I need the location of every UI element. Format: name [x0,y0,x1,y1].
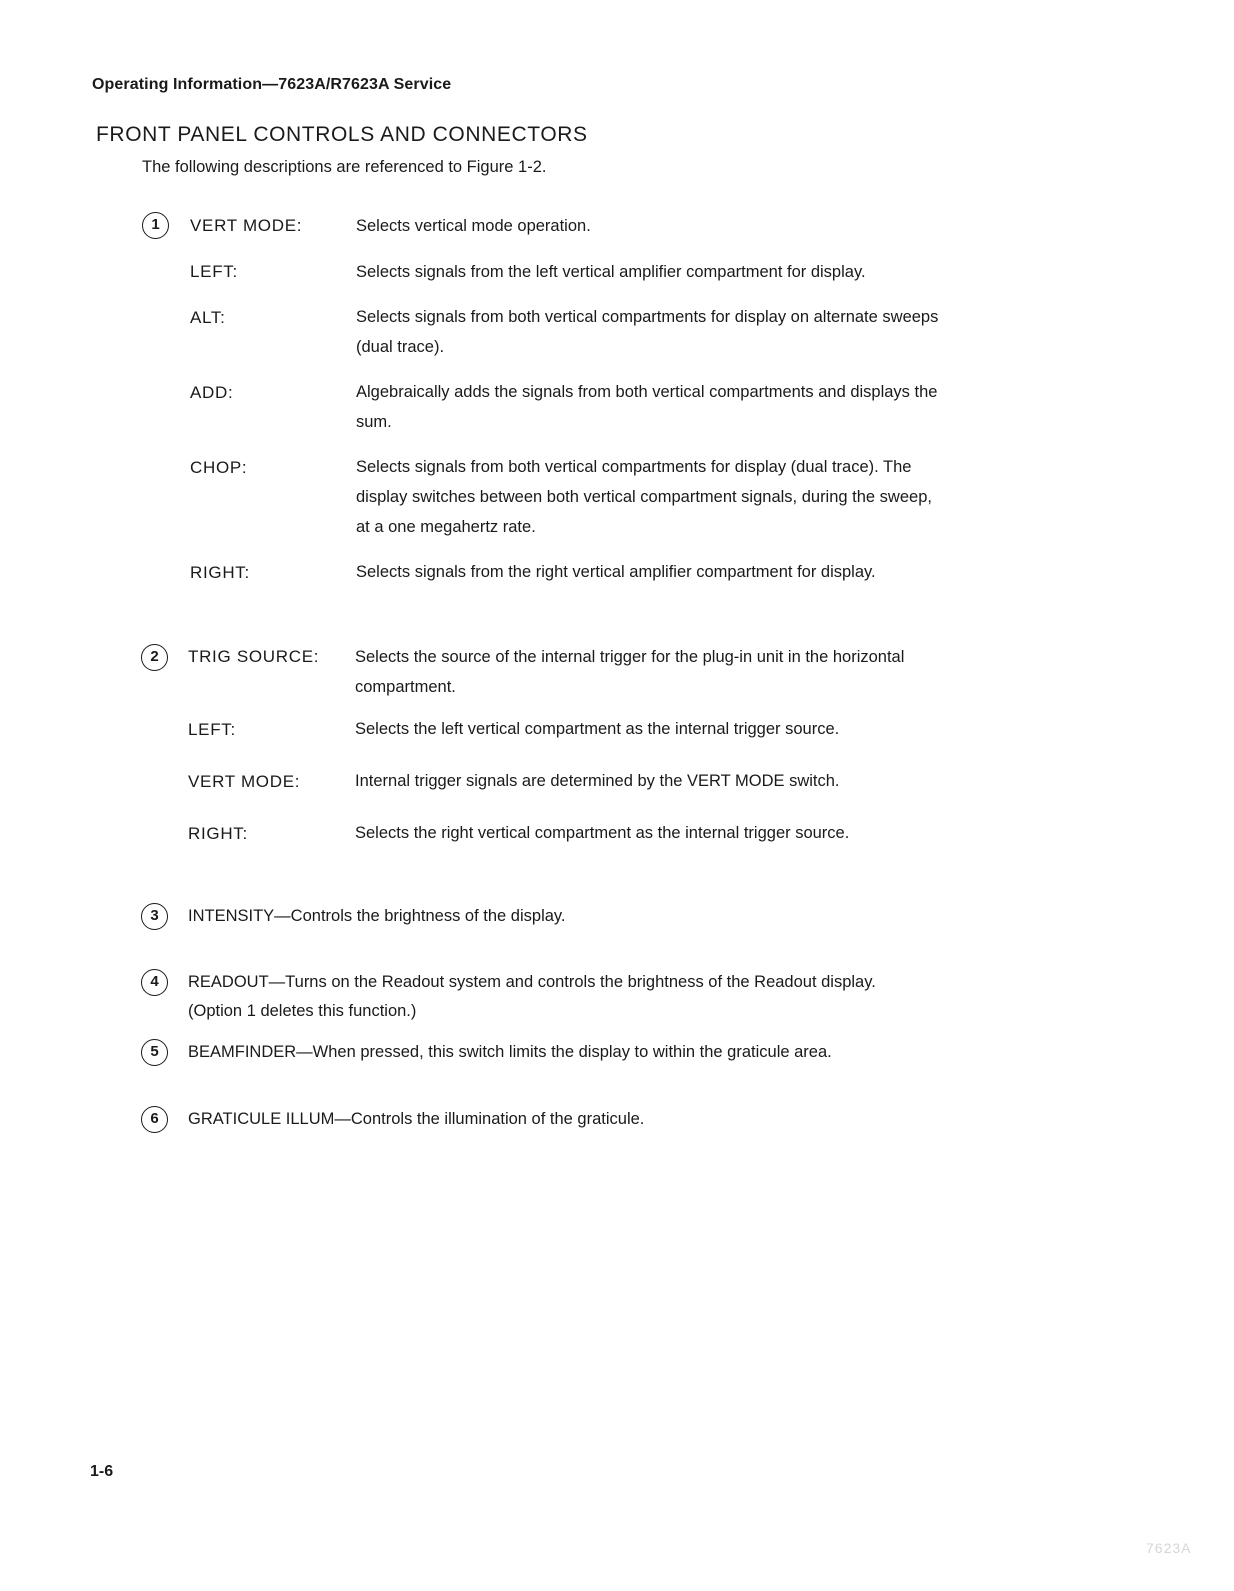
control-description: Selects the source of the internal trigger for the plug-in unit in the horizontal compartment. [355,648,905,696]
item-number-badge: 4 [141,969,168,996]
intro-text: The following descriptions are referenced to Figure 1-2. [142,158,547,176]
trigger-description: Internal trigger signals are determined by the VERT MODE switch. [355,772,840,790]
mode-term: ALT: [190,308,226,327]
item-number-badge: 2 [141,644,168,671]
item-number-badge: 6 [141,1106,168,1133]
item-number-badge: 5 [141,1039,168,1066]
trigger-term: VERT MODE: [188,772,301,791]
page-number: 1-6 [90,1463,114,1480]
mode-description: Selects signals from the left vertical amplifier compartment for display. [356,263,866,281]
mode-term: RIGHT: [190,563,250,582]
control-term: TRIG SOURCE: [188,647,320,666]
mode-description: Selects signals from both vertical compartments for display on alternate sweeps (dual trace). [356,308,939,356]
section-title: FRONT PANEL CONTROLS AND CONNECTORS [96,123,588,146]
mode-description: Selects signals from the right vertical amplifier compartment for display. [356,563,876,581]
control-term: VERT MODE: [190,216,303,235]
control-paragraph: BEAMFINDER—When pressed, this switch limits the display to within the graticule area. [188,1043,832,1061]
control-paragraph: INTENSITY—Controls the brightness of the display. [188,907,566,925]
trigger-term: LEFT: [188,720,236,739]
item-number-badge: 1 [142,212,169,239]
trigger-description: Selects the left vertical compartment as the internal trigger source. [355,720,840,738]
running-header: Operating Information—7623A/R7623A Service [92,76,452,93]
control-paragraph: READOUT—Turns on the Readout system and controls the brightness of the Readout display. [188,973,876,991]
item-number-badge: 3 [141,903,168,930]
trigger-term: RIGHT: [188,824,248,843]
trigger-description: Selects the right vertical compartment as the internal trigger source. [355,824,850,842]
mode-term: CHOP: [190,458,248,477]
mode-description: Selects signals from both vertical compartments for display (dual trace). The display switches between both vertical compartment signals, during the sweep, at a one megahertz rate. [356,458,932,536]
control-paragraph: GRATICULE ILLUM—Controls the illumination of the graticule. [188,1110,645,1128]
corner-stamp: 7623A [1146,1540,1192,1556]
mode-description: Algebraically adds the signals from both vertical compartments and displays the sum. [356,383,938,431]
control-description: Selects vertical mode operation. [356,217,591,235]
mode-term: LEFT: [190,262,238,281]
control-paragraph-note: (Option 1 deletes this function.) [188,1002,417,1020]
mode-term: ADD: [190,383,234,402]
